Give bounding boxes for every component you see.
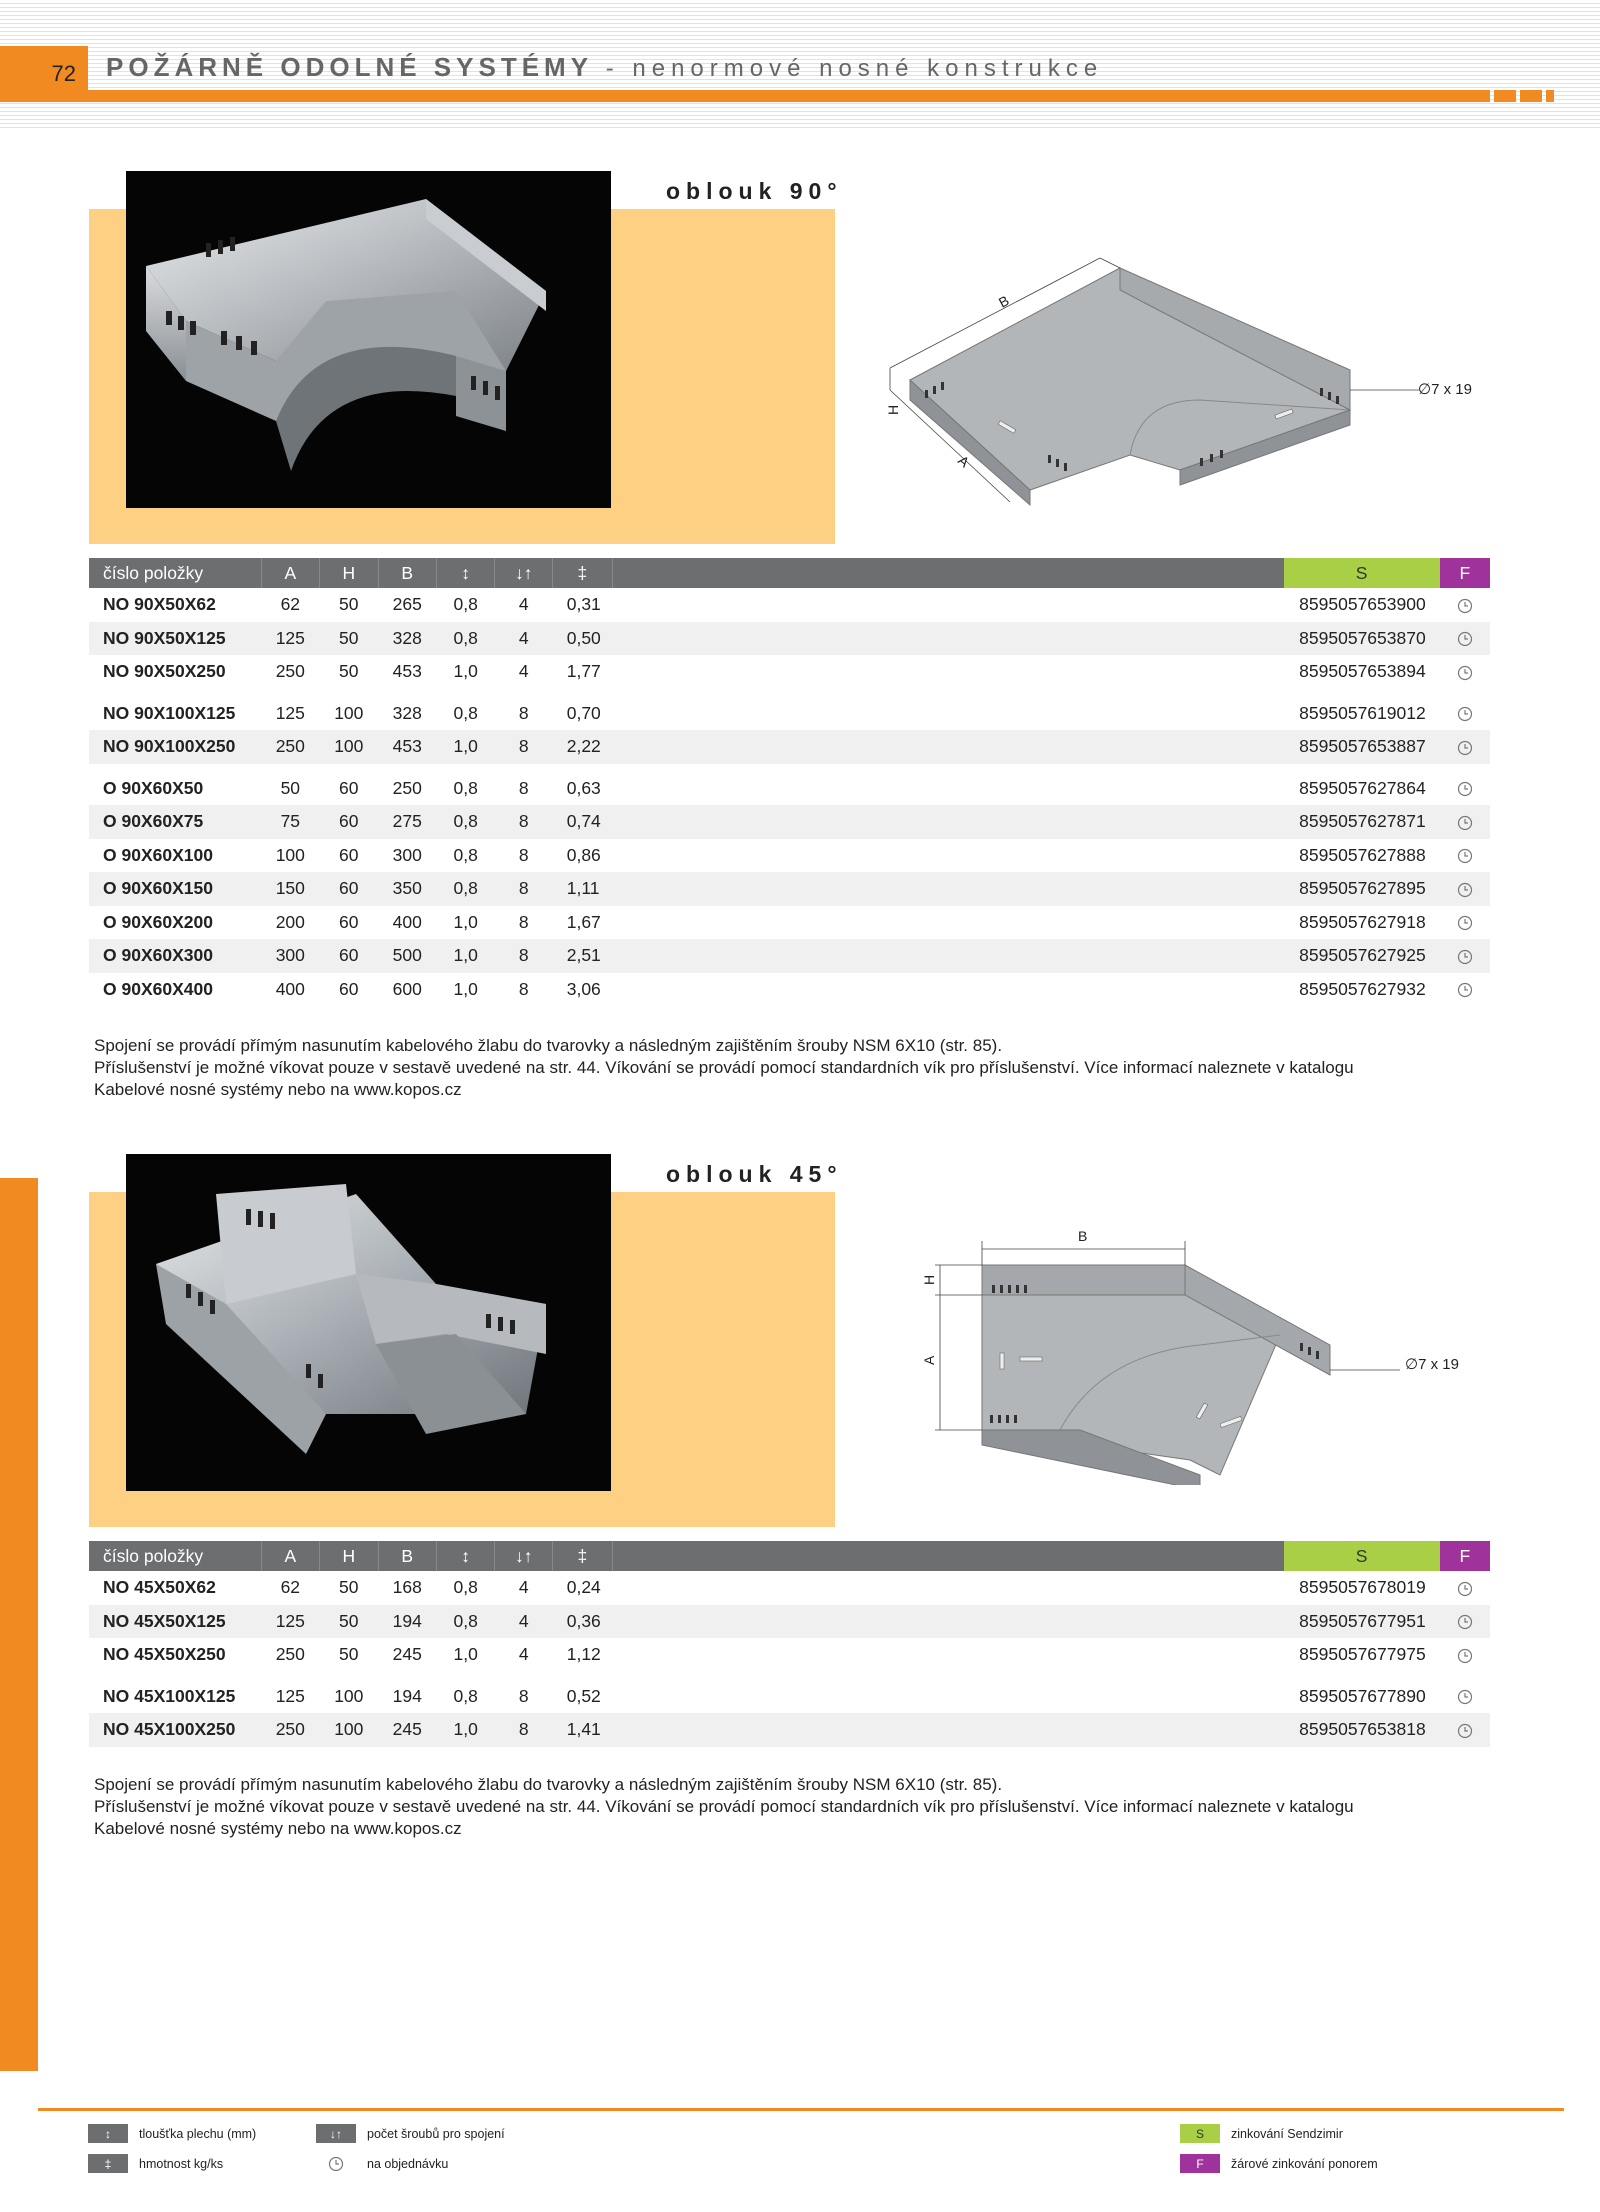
- cell-b: 250: [378, 772, 436, 806]
- cell-weight: 0,24: [553, 1571, 612, 1605]
- table-row: [89, 939, 1490, 973]
- section-title-45: oblouk 45°: [666, 1161, 843, 1187]
- cell-a: 150: [261, 872, 319, 906]
- item-name: NO 90X100X250: [89, 730, 261, 764]
- col-header-thickness: ↕: [437, 558, 495, 588]
- cell-thickness: 1,0: [437, 730, 495, 764]
- group-spacer: [89, 764, 1490, 772]
- col-header-h: H: [320, 558, 378, 588]
- cell-code: 8595057653900: [1284, 588, 1440, 622]
- cell-weight: 0,86: [553, 839, 612, 873]
- cell-code: 8595057627895: [1284, 872, 1440, 906]
- cell-thickness: 0,8: [437, 872, 495, 906]
- clock-icon: [1440, 1713, 1490, 1747]
- table-row: [89, 772, 1490, 806]
- cell-b: 453: [378, 655, 436, 689]
- cell-weight: 3,06: [553, 973, 612, 1007]
- cell-a: 400: [261, 973, 319, 1007]
- cell-thickness: 1,0: [437, 973, 495, 1007]
- hole-size-label: ∅7 x 19: [1418, 381, 1472, 398]
- legend-screws: ↓↑ počet šroubů pro spojení: [316, 2124, 505, 2143]
- item-name: O 90X60X150: [89, 872, 261, 906]
- cell-code: 8595057677975: [1284, 1638, 1440, 1672]
- clock-icon: [1440, 1680, 1490, 1714]
- table-row: [89, 588, 1490, 622]
- cell-h: 100: [320, 730, 378, 764]
- col-header-f: F: [1440, 1541, 1490, 1571]
- cell-spacer: [612, 730, 1283, 764]
- item-name: O 90X60X200: [89, 906, 261, 940]
- item-name: O 90X60X75: [89, 805, 261, 839]
- legend-order: na objednávku: [316, 2154, 448, 2173]
- col-header-b: B: [378, 1541, 436, 1571]
- item-name: O 90X60X300: [89, 939, 261, 973]
- cell-weight: 0,36: [553, 1605, 612, 1639]
- cell-a: 100: [261, 839, 319, 873]
- cell-screws: 8: [495, 939, 553, 973]
- cell-thickness: 0,8: [437, 697, 495, 731]
- cell-a: 250: [261, 1713, 319, 1747]
- cell-weight: 1,77: [553, 655, 612, 689]
- table-row: [89, 1605, 1490, 1639]
- clock-icon: [1440, 1571, 1490, 1605]
- table-row: [89, 805, 1490, 839]
- cell-code: 8595057627918: [1284, 906, 1440, 940]
- cell-spacer: [612, 839, 1283, 873]
- table-row: [89, 872, 1490, 906]
- clock-icon: [1440, 1638, 1490, 1672]
- table-row: [89, 622, 1490, 656]
- clock-icon: [1440, 697, 1490, 731]
- cell-spacer: [612, 1713, 1283, 1747]
- item-name: NO 90X50X250: [89, 655, 261, 689]
- table-row: [89, 839, 1490, 873]
- cell-thickness: 0,8: [437, 622, 495, 656]
- table-row: [89, 1638, 1490, 1672]
- cell-b: 400: [378, 906, 436, 940]
- cell-spacer: [612, 906, 1283, 940]
- cell-screws: 4: [495, 1638, 553, 1672]
- dim-label-h: H: [885, 404, 901, 415]
- clock-icon: [1440, 730, 1490, 764]
- col-header-name: číslo položky: [89, 1541, 261, 1571]
- cell-h: 60: [320, 973, 378, 1007]
- cell-b: 194: [378, 1680, 436, 1714]
- product-table-90: [89, 558, 1490, 1006]
- header-accent-bar: [88, 90, 1490, 102]
- table-row: [89, 1680, 1490, 1714]
- cell-thickness: 1,0: [437, 1638, 495, 1672]
- dim-label-b: B: [995, 292, 1012, 311]
- cell-thickness: 1,0: [437, 939, 495, 973]
- cell-screws: 8: [495, 697, 553, 731]
- cell-spacer: [612, 872, 1283, 906]
- cell-screws: 8: [495, 1713, 553, 1747]
- cell-spacer: [612, 772, 1283, 806]
- weight-icon: ‡: [88, 2154, 128, 2173]
- table-row: [89, 906, 1490, 940]
- item-name: NO 45X50X250: [89, 1638, 261, 1672]
- thickness-icon: ↕: [88, 2124, 128, 2143]
- cell-spacer: [612, 655, 1283, 689]
- side-accent-bar: [0, 1178, 38, 2071]
- cell-screws: 8: [495, 973, 553, 1007]
- group-spacer: [89, 1672, 1490, 1680]
- cell-h: 100: [320, 697, 378, 731]
- clock-icon: [316, 2154, 356, 2173]
- cell-weight: 2,51: [553, 939, 612, 973]
- col-header-h: H: [320, 1541, 378, 1571]
- cell-code: 8595057653887: [1284, 730, 1440, 764]
- cell-thickness: 0,8: [437, 588, 495, 622]
- cell-a: 125: [261, 622, 319, 656]
- cell-weight: 0,70: [553, 697, 612, 731]
- cell-b: 300: [378, 839, 436, 873]
- clock-icon: [1440, 622, 1490, 656]
- cell-spacer: [612, 939, 1283, 973]
- legend-weight: ‡ hmotnost kg/ks: [88, 2154, 223, 2173]
- cell-b: 328: [378, 697, 436, 731]
- cell-a: 300: [261, 939, 319, 973]
- cell-screws: 8: [495, 872, 553, 906]
- cell-h: 50: [320, 1571, 378, 1605]
- cell-spacer: [612, 1638, 1283, 1672]
- clock-icon: [1440, 1605, 1490, 1639]
- product-table-45: [89, 1541, 1490, 1747]
- cell-b: 265: [378, 588, 436, 622]
- cell-h: 50: [320, 588, 378, 622]
- cell-code: 8595057677951: [1284, 1605, 1440, 1639]
- cell-spacer: [612, 588, 1283, 622]
- s-badge: S: [1180, 2124, 1220, 2143]
- cell-h: 60: [320, 772, 378, 806]
- col-header-name: číslo položky: [89, 558, 261, 588]
- cell-a: 62: [261, 588, 319, 622]
- section-note-45: Spojení se provádí přímým nasunutím kabelového žlabu do tvarovky a následným zajištěním šrouby NSM 6X10 (str. 85). Příslušenství je možné víkovat pouze v sestavě uvedené na str. 44. Víkování se provádí pomocí standardních vík pro příslušenství. Více informací naleznete v katalogu Kabelové nosné systémy nebo na www.kopos.cz: [94, 1775, 1354, 1838]
- col-header-screws: ↓↑: [495, 1541, 553, 1571]
- cell-a: 62: [261, 1571, 319, 1605]
- clock-icon: [1440, 588, 1490, 622]
- item-name: NO 90X100X125: [89, 697, 261, 731]
- cell-a: 250: [261, 730, 319, 764]
- cell-screws: 4: [495, 588, 553, 622]
- dim-label-h-45: H: [921, 1274, 937, 1285]
- item-name: NO 45X100X250: [89, 1713, 261, 1747]
- cell-screws: 8: [495, 730, 553, 764]
- cell-h: 60: [320, 839, 378, 873]
- legend-thickness: ↕ tloušťka plechu (mm): [88, 2124, 256, 2143]
- item-name: O 90X60X400: [89, 973, 261, 1007]
- cell-spacer: [612, 697, 1283, 731]
- item-name: NO 45X100X125: [89, 1680, 261, 1714]
- cell-screws: 8: [495, 1680, 553, 1714]
- cell-screws: 4: [495, 1605, 553, 1639]
- cell-thickness: 1,0: [437, 655, 495, 689]
- technical-drawing-45: [900, 1205, 1500, 1485]
- cell-thickness: 1,0: [437, 1713, 495, 1747]
- cell-b: 245: [378, 1713, 436, 1747]
- col-header-a: A: [261, 558, 319, 588]
- cell-b: 194: [378, 1605, 436, 1639]
- table-row: [89, 655, 1490, 689]
- cell-b: 275: [378, 805, 436, 839]
- cell-h: 50: [320, 1605, 378, 1639]
- col-header-spacer: [612, 558, 1283, 588]
- product-photo-90: [126, 171, 611, 508]
- item-name: NO 45X50X62: [89, 1571, 261, 1605]
- cell-b: 245: [378, 1638, 436, 1672]
- cell-code: 8595057627871: [1284, 805, 1440, 839]
- clock-icon: [1440, 839, 1490, 873]
- item-name: O 90X60X50: [89, 772, 261, 806]
- cell-weight: 1,11: [553, 872, 612, 906]
- col-header-a: A: [261, 1541, 319, 1571]
- col-header-s: S: [1284, 1541, 1440, 1571]
- table-row: [89, 697, 1490, 731]
- cell-weight: 1,67: [553, 906, 612, 940]
- col-header-s: S: [1284, 558, 1440, 588]
- cell-b: 328: [378, 622, 436, 656]
- item-name: NO 90X50X62: [89, 588, 261, 622]
- cell-thickness: 0,8: [437, 1605, 495, 1639]
- cell-weight: 0,74: [553, 805, 612, 839]
- col-header-thickness: ↕: [437, 1541, 495, 1571]
- cell-a: 75: [261, 805, 319, 839]
- cell-weight: 0,52: [553, 1680, 612, 1714]
- cell-thickness: 0,8: [437, 772, 495, 806]
- cell-spacer: [612, 622, 1283, 656]
- table-row: [89, 973, 1490, 1007]
- cell-screws: 4: [495, 1571, 553, 1605]
- cell-code: 8595057619012: [1284, 697, 1440, 731]
- cell-h: 50: [320, 655, 378, 689]
- table-row: [89, 1571, 1490, 1605]
- cell-h: 60: [320, 939, 378, 973]
- cell-weight: 1,41: [553, 1713, 612, 1747]
- legend-f: F žárové zinkování ponorem: [1180, 2154, 1378, 2173]
- cell-screws: 4: [495, 655, 553, 689]
- cell-a: 50: [261, 772, 319, 806]
- cell-code: 8595057627925: [1284, 939, 1440, 973]
- cell-h: 60: [320, 805, 378, 839]
- cell-screws: 8: [495, 839, 553, 873]
- cell-h: 100: [320, 1713, 378, 1747]
- cell-code: 8595057627864: [1284, 772, 1440, 806]
- cell-weight: 2,22: [553, 730, 612, 764]
- item-name: NO 45X50X125: [89, 1605, 261, 1639]
- cell-thickness: 0,8: [437, 839, 495, 873]
- cell-b: 350: [378, 872, 436, 906]
- col-header-weight: ‡: [553, 1541, 612, 1571]
- cell-screws: 8: [495, 772, 553, 806]
- cell-a: 250: [261, 1638, 319, 1672]
- clock-icon: [1440, 772, 1490, 806]
- cell-screws: 8: [495, 906, 553, 940]
- footer-accent-line: [38, 2108, 1564, 2111]
- item-name: O 90X60X100: [89, 839, 261, 873]
- cell-b: 500: [378, 939, 436, 973]
- cell-b: 168: [378, 1571, 436, 1605]
- cell-h: 100: [320, 1680, 378, 1714]
- cell-spacer: [612, 973, 1283, 1007]
- col-header-spacer: [612, 1541, 1283, 1571]
- legend-s: S zinkování Sendzimir: [1180, 2124, 1343, 2143]
- clock-icon: [1440, 655, 1490, 689]
- cell-b: 600: [378, 973, 436, 1007]
- cell-weight: 0,63: [553, 772, 612, 806]
- technical-drawing-90: [880, 240, 1500, 510]
- cell-a: 125: [261, 1680, 319, 1714]
- group-spacer: [89, 689, 1490, 697]
- clock-icon: [1440, 973, 1490, 1007]
- col-header-screws: ↓↑: [495, 558, 553, 588]
- cell-thickness: 0,8: [437, 805, 495, 839]
- table-row: [89, 730, 1490, 764]
- cell-code: 8595057678019: [1284, 1571, 1440, 1605]
- page-title: POŽÁRNĚ ODOLNÉ SYSTÉMY - nenormové nosné konstrukce: [106, 52, 1104, 82]
- cell-screws: 4: [495, 622, 553, 656]
- cell-b: 453: [378, 730, 436, 764]
- f-badge: F: [1180, 2154, 1220, 2173]
- col-header-f: F: [1440, 558, 1490, 588]
- cell-a: 250: [261, 655, 319, 689]
- cell-code: 8595057653818: [1284, 1713, 1440, 1747]
- cell-h: 50: [320, 1638, 378, 1672]
- dim-label-b-45: B: [1078, 1228, 1088, 1244]
- product-photo-45: [126, 1154, 611, 1491]
- clock-icon: [1440, 805, 1490, 839]
- cell-spacer: [612, 1571, 1283, 1605]
- cell-a: 125: [261, 697, 319, 731]
- cell-weight: 0,50: [553, 622, 612, 656]
- item-name: NO 90X50X125: [89, 622, 261, 656]
- cell-screws: 8: [495, 805, 553, 839]
- cell-a: 125: [261, 1605, 319, 1639]
- cell-code: 8595057677890: [1284, 1680, 1440, 1714]
- cell-code: 8595057627932: [1284, 973, 1440, 1007]
- cell-spacer: [612, 1680, 1283, 1714]
- clock-icon: [1440, 906, 1490, 940]
- cell-weight: 1,12: [553, 1638, 612, 1672]
- hole-size-label-45: ∅7 x 19: [1405, 1356, 1459, 1373]
- clock-icon: [1440, 939, 1490, 973]
- section-title-90: oblouk 90°: [666, 178, 843, 204]
- cell-spacer: [612, 1605, 1283, 1639]
- table-row: [89, 1713, 1490, 1747]
- cell-h: 60: [320, 906, 378, 940]
- dim-label-a: A: [955, 452, 973, 471]
- header-accent-blocks: [1494, 90, 1554, 102]
- cell-thickness: 0,8: [437, 1571, 495, 1605]
- clock-icon: [1440, 872, 1490, 906]
- dim-label-a-45: A: [921, 1355, 937, 1365]
- cell-code: 8595057653870: [1284, 622, 1440, 656]
- cell-h: 50: [320, 622, 378, 656]
- cell-a: 200: [261, 906, 319, 940]
- cell-spacer: [612, 805, 1283, 839]
- page-number: 72: [0, 46, 88, 102]
- cell-thickness: 1,0: [437, 906, 495, 940]
- cell-h: 60: [320, 872, 378, 906]
- cell-weight: 0,31: [553, 588, 612, 622]
- screws-icon: ↓↑: [316, 2124, 356, 2143]
- cell-code: 8595057627888: [1284, 839, 1440, 873]
- section-note-90: Spojení se provádí přímým nasunutím kabelového žlabu do tvarovky a následným zajištěním šrouby NSM 6X10 (str. 85). Příslušenství je možné víkovat pouze v sestavě uvedené na str. 44. Víkování se provádí pomocí standardních vík pro příslušenství. Více informací naleznete v katalogu Kabelové nosné systémy nebo na www.kopos.cz: [94, 1036, 1354, 1099]
- cell-code: 8595057653894: [1284, 655, 1440, 689]
- col-header-b: B: [378, 558, 436, 588]
- cell-thickness: 0,8: [437, 1680, 495, 1714]
- col-header-weight: ‡: [553, 558, 612, 588]
